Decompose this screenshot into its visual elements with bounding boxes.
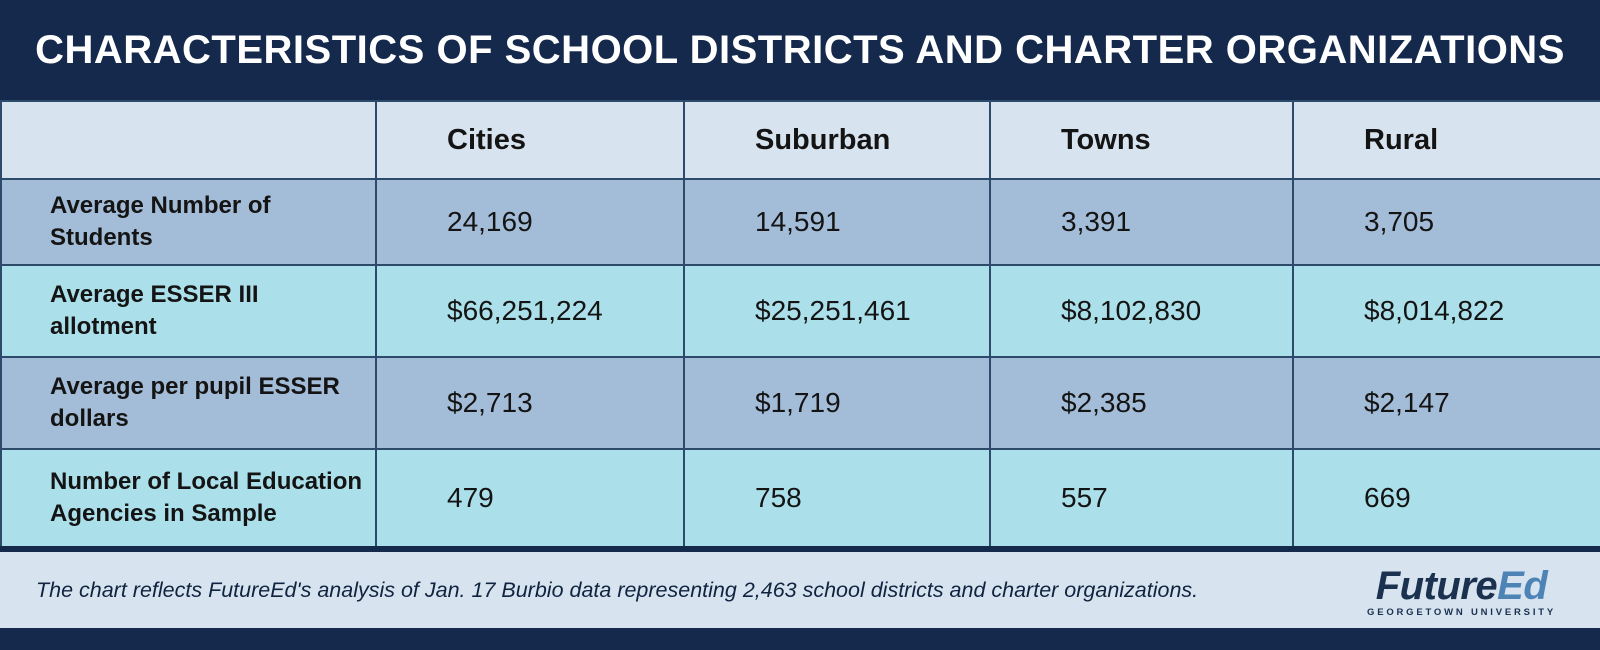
column-header-suburban: Suburban	[684, 101, 990, 179]
footnote: The chart reflects FutureEd's analysis of Jan. 17 Burbio data representing 2,463 school districts and charter organizations.	[36, 577, 1199, 602]
cell-allotment-towns: $8,102,830	[990, 265, 1293, 357]
table-row-average-students	[1, 179, 1600, 265]
cell-students-suburban: 14,591	[684, 179, 990, 265]
cell-allotment-rural: $8,014,822	[1293, 265, 1600, 357]
cell-perpupil-rural: $2,147	[1293, 357, 1600, 449]
cell-students-rural: 3,705	[1293, 179, 1600, 265]
cell-students-cities: 24,169	[376, 179, 684, 265]
footer	[0, 552, 1600, 628]
characteristics-table	[0, 100, 1600, 552]
georgetown-university-subtitle: GEORGETOWN UNIVERSITY	[1367, 607, 1556, 619]
table-row-per-pupil	[1, 357, 1600, 449]
corner-cell	[1, 101, 376, 179]
row-label-esser-allotment: Average ESSER III allotment	[1, 265, 376, 357]
futureed-logo	[1367, 562, 1556, 618]
column-header-towns: Towns	[990, 101, 1293, 179]
row-label-average-students: Average Number of Students	[1, 179, 376, 265]
cell-allotment-cities: $66,251,224	[376, 265, 684, 357]
table-row-lea-sample	[1, 449, 1600, 549]
cell-lea-towns: 557	[990, 449, 1293, 549]
cell-perpupil-suburban: $1,719	[684, 357, 990, 449]
column-header-cities: Cities	[376, 101, 684, 179]
page-title: CHARACTERISTICS OF SCHOOL DISTRICTS AND CHARTER ORGANIZATIONS	[35, 27, 1565, 72]
futureed-wordmark	[1367, 564, 1556, 609]
cell-allotment-suburban: $25,251,461	[684, 265, 990, 357]
cell-lea-cities: 479	[376, 449, 684, 549]
cell-perpupil-cities: $2,713	[376, 357, 684, 449]
column-header-rural: Rural	[1293, 101, 1600, 179]
bottom-border-bar	[0, 628, 1600, 636]
table-row-esser-allotment	[1, 265, 1600, 357]
header-row	[1, 101, 1600, 179]
cell-lea-suburban: 758	[684, 449, 990, 549]
row-label-per-pupil: Average per pupil ESSER dollars	[1, 357, 376, 449]
wordmark-ed: Ed	[1497, 564, 1548, 609]
title-bar	[0, 0, 1600, 100]
cell-perpupil-towns: $2,385	[990, 357, 1293, 449]
cell-students-towns: 3,391	[990, 179, 1293, 265]
wordmark-future: Future	[1375, 564, 1498, 609]
row-label-lea-sample: Number of Local Education Agencies in Sample	[1, 449, 376, 549]
cell-lea-rural: 669	[1293, 449, 1600, 549]
